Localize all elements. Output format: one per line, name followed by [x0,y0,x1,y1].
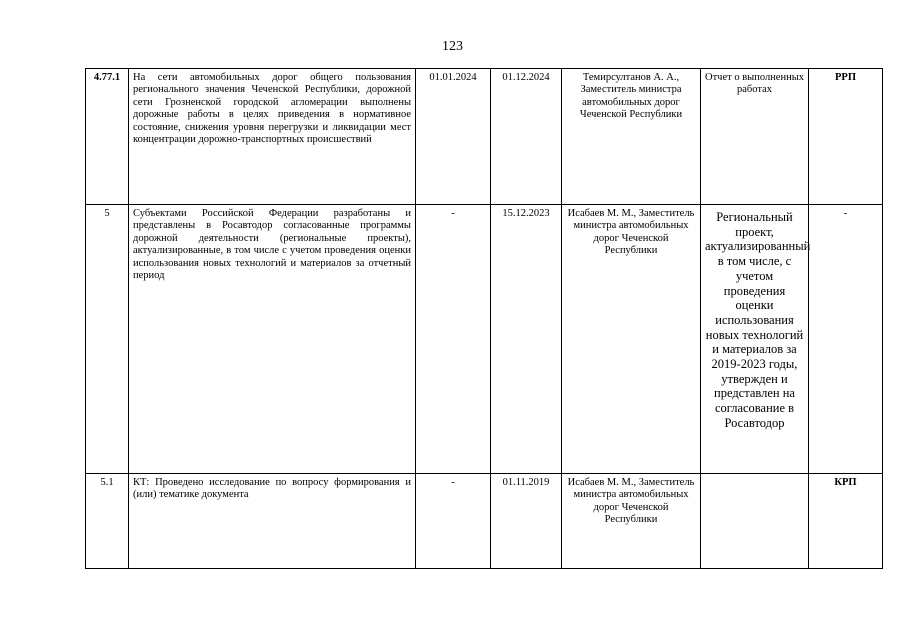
row-number: 4.77.1 [86,69,129,205]
row-end-date: 01.12.2024 [491,69,562,205]
row-type: РРП [809,69,883,205]
row-responsible: Исабаев М. М., Заместитель министра автомобильных дорог Чеченской Республики [562,205,701,474]
row-number: 5 [86,205,129,474]
table-row [86,205,883,474]
row-type: - [809,205,883,474]
plan-table [85,68,883,569]
row-number: 5.1 [86,474,129,569]
table-row [86,474,883,569]
row-description: На сети автомобильных дорог общего пользования регионального значения Чеченской Республики, дорожной сети Грозненской городской агломерации выполнены дорожные работы в целях приведения в нормативное состояние, снижения уровня перегрузки и ликвидации мест концентрации дорожно-транспортных происшествий [129,69,416,205]
table-row [86,69,883,205]
row-end-date: 15.12.2023 [491,205,562,474]
row-end-date: 01.11.2019 [491,474,562,569]
row-start-date: - [416,474,491,569]
row-description: КТ: Проведено исследование по вопросу формирования и (или) тематике документа [129,474,416,569]
row-result: Региональный проект, актуализированный в том числе, с учетом проведения оценки использования новых технологий и материалов за 2019-2023 годы, утвержден и представлен на согласование в Росавтодор [701,205,809,474]
row-result [701,474,809,569]
row-description: Субъектами Российской Федерации разработаны и представлены в Росавтодор согласованные программы дорожной деятельности (региональные проекты), актуализированные, в том числе с учетом проведения оценки использования новых технологий и материалов за отчетный период [129,205,416,474]
row-responsible: Темирсултанов А. А., Заместитель министра автомобильных дорог Чеченской Республики [562,69,701,205]
row-start-date: 01.01.2024 [416,69,491,205]
row-type: КРП [809,474,883,569]
row-responsible: Исабаев М. М., Заместитель министра автомобильных дорог Чеченской Республики [562,474,701,569]
row-start-date: - [416,205,491,474]
row-result: Отчет о выполненных работах [701,69,809,205]
page-number: 123 [442,39,463,54]
